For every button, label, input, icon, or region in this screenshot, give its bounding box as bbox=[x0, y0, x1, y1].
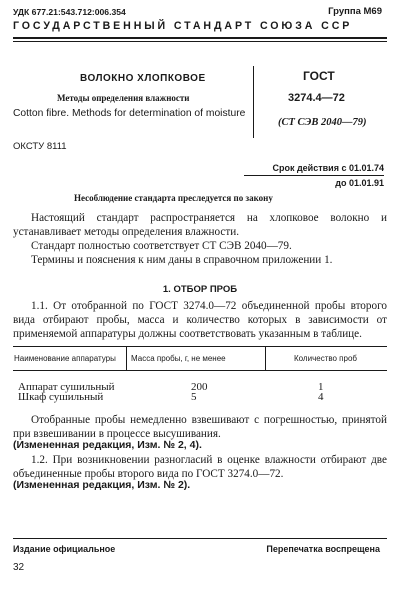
table-cell: 5 bbox=[191, 391, 197, 403]
document-subtitle: Методы определения влажности bbox=[57, 93, 190, 103]
table-col-divider bbox=[265, 346, 266, 370]
table-top-rule bbox=[13, 346, 387, 347]
reprint-notice: Перепечатка воспрещена bbox=[266, 544, 380, 554]
header-rule-thick bbox=[13, 37, 387, 39]
revision-note: (Измененная редакция, Изм. № 2). bbox=[13, 479, 191, 491]
after-table-paragraph: Отобранные пробы немедленно взвешивают с погрешностью, принятой при взвешивании в процессе высушивания. bbox=[13, 414, 387, 440]
table-cell: 1 bbox=[318, 381, 324, 393]
section-title: 1. ОТБОР ПРОБ bbox=[162, 284, 238, 295]
sev-reference: (СТ СЭВ 2040—79) bbox=[278, 117, 367, 128]
group-code: Группа М69 bbox=[328, 6, 382, 17]
sev-paragraph: Стандарт полностью соответствует СТ СЭВ 2040—79. bbox=[31, 240, 292, 252]
revision-note: (Измененная редакция, Изм. № 2, 4). bbox=[13, 439, 202, 451]
okstu-code: ОКСТУ 8111 bbox=[13, 141, 67, 152]
intro-paragraph: Настоящий стандарт распространяется на хлопковое волокно и устанавливает методы определения влажности. bbox=[13, 212, 387, 238]
table-header-count: Количество проб bbox=[294, 354, 357, 363]
english-title: Cotton fibre. Methods for determination of moisture bbox=[13, 108, 246, 119]
gost-number: 3274.4—72 bbox=[288, 92, 345, 104]
table-header-rule bbox=[13, 370, 387, 371]
table-cell: 4 bbox=[318, 391, 324, 403]
title-divider bbox=[253, 66, 254, 138]
gost-label: ГОСТ bbox=[303, 69, 335, 83]
validity-to: до 01.01.91 bbox=[335, 178, 384, 188]
table-cell: Шкаф сушильный bbox=[18, 391, 104, 403]
state-standard-heading: ГОСУДАРСТВЕННЫЙ СТАНДАРТ СОЮЗА ССР bbox=[13, 20, 353, 32]
validity-rule bbox=[244, 175, 384, 176]
official-edition: Издание официальное bbox=[13, 544, 116, 554]
validity-from: Срок действия с 01.01.74 bbox=[272, 163, 384, 173]
page-number: 32 bbox=[13, 562, 25, 573]
law-notice: Несоблюдение стандарта преследуется по закону bbox=[74, 193, 273, 203]
table-cell: 200 bbox=[191, 381, 208, 393]
table-cell: Аппарат сушильный bbox=[18, 381, 115, 393]
clause-1-1: 1.1. От отобранной по ГОСТ 3274.0—72 объединенной пробы второго вида отбирают пробы, масса и количество которых в зависимости от применяемой аппаратуры должны соответствовать указанным в таблице. bbox=[13, 300, 387, 340]
header-rule-thin bbox=[13, 41, 387, 42]
terms-paragraph: Термины и пояснения к ним даны в справочном приложении 1. bbox=[31, 254, 333, 266]
footer-rule bbox=[13, 538, 387, 539]
udk-code: УДК 677.21:543.712:006.354 bbox=[13, 7, 126, 17]
table-header-mass: Масса пробы, г, не менее bbox=[131, 354, 226, 363]
table-header-apparatus: Наименование аппаратуры bbox=[14, 354, 116, 363]
clause-1-2: 1.2. При возникновении разногласий в оценке влажности отбирают две объединенные пробы второго вида по ГОСТ 3274.0—72. bbox=[13, 454, 387, 480]
document-title: ВОЛОКНО ХЛОПКОВОЕ bbox=[80, 73, 206, 84]
table-col-divider bbox=[126, 346, 127, 370]
